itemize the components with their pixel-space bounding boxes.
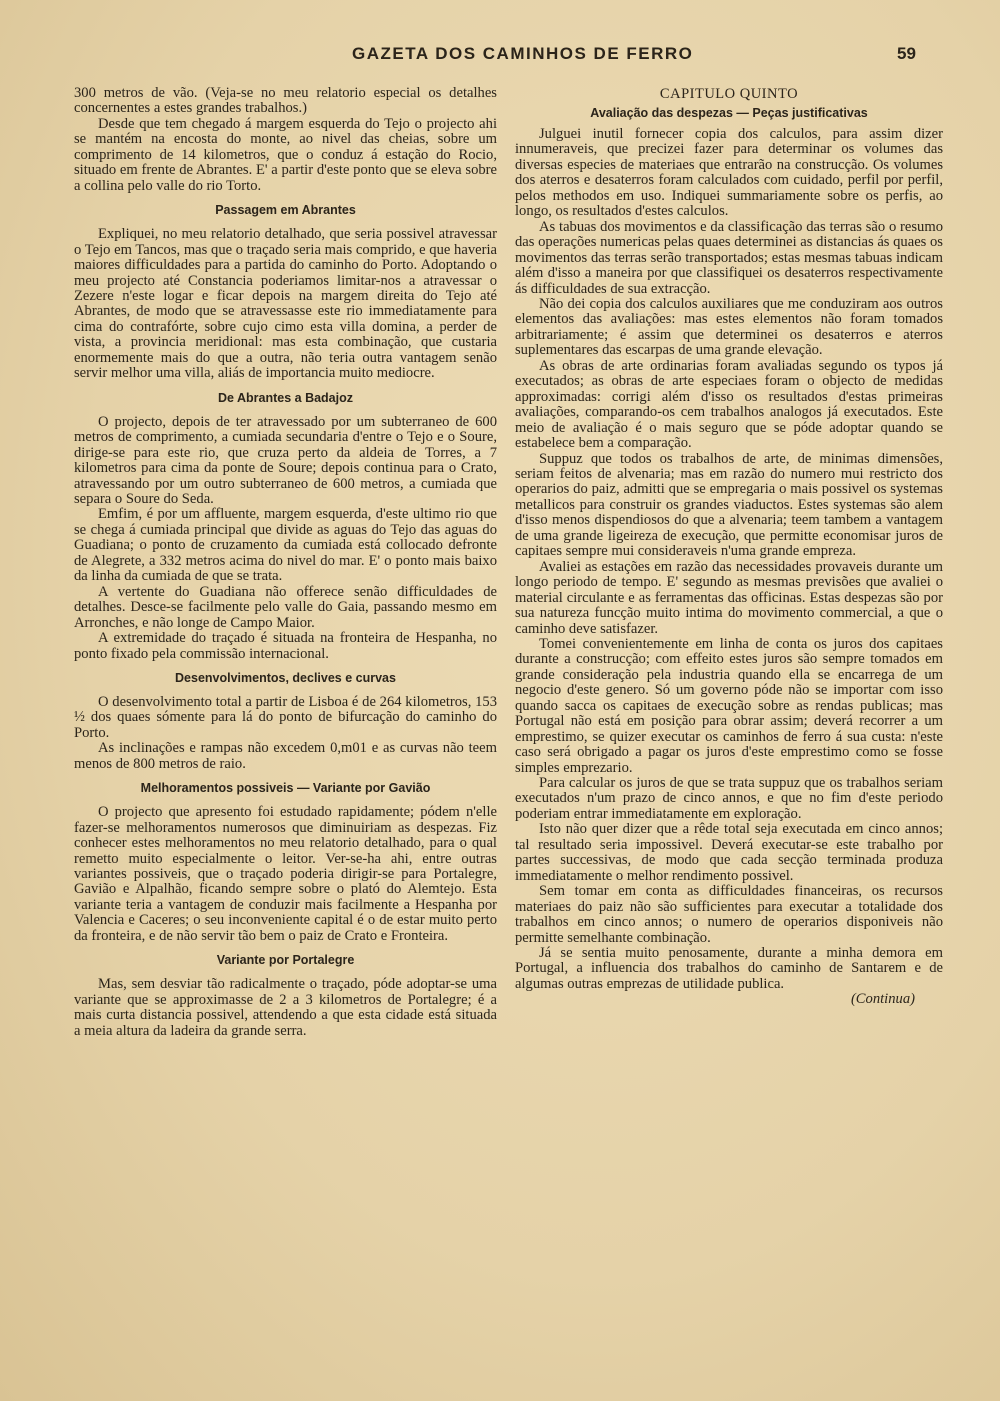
paragraph: As tabuas dos movimentos e da classificação das terras são o resumo das operações numericas pelas quaes determinei as distancias ás quaes os movimentos das terras serão transportados; estas mesmas tabuas indicam além d'isso a maneira por que classifiquei os desaterros respectivamente ás difficuldades de sua extracção. (515, 218, 943, 297)
paragraph: As inclinações e rampas não excedem 0,m01 e as curvas não teem menos de 800 metros de raio. (74, 740, 497, 772)
paragraph: Avaliei as estações em razão das necessidades provaveis durante um longo periodo de tempo. E' segundo as mesmas previsões que avaliei o material circulante e as ferramentas das officinas. Estas despezas são por sua natureza funcção muito intima do movimento commercial, a que o caminho deve satisfazer. (515, 558, 943, 637)
paragraph: Suppuz que todos os trabalhos de arte, de minimas dimensões, seriam feitos de alvenaria; mas em razão do numero mui restricto dos operarios do paiz, admitti que se empregaria o mais possivel os systemas metallicos para construir os grandes viaductos. Estes systemas são alem d'isso menos dispendiosos do que a alvenaria; teem tambem a vantagem de uma grande ligeireza de execução, que permitte economisar juros de capitaes sempre mui consideraveis n'uma grande empreza. (515, 450, 943, 560)
section-heading-passagem: Passagem em Abrantes (215, 203, 356, 218)
section-heading-desenvolvimentos: Desenvolvimentos, declives e curvas (175, 670, 396, 685)
paragraph: 300 metros de vão. (Veja-se no meu relatorio especial os detalhes concernentes a estes grandes trabalhos.) (74, 85, 497, 117)
paragraph: Para calcular os juros de que se trata suppuz que os trabalhos seriam executados n'um prazo de cinco annos, e que no fim d'este periodo poderiam entrar immediatamente em exploração. (515, 775, 943, 822)
paragraph: Isto não quer dizer que a rêde total seja executada em cinco annos; tal resultado seria impossivel. Deverá executar-se este trabalho por partes successivas, de modo que cada secção terminada produza immediatamente o melhor rendimento possivel. (515, 821, 943, 884)
paragraph: Expliquei, no meu relatorio detalhado, que seria possivel atravessar o Tejo em Tancos, mas que o traçado seria mais comprido, e que haveria maiores difficuldades para a partida do caminho do Porto. Adoptando o meu projecto até Constancia poderiamos limitar-nos a atravessar o Zezere n'este logar e ficar depois na margem direita do Tejo até Abrantes, de modo que se atravessasse este rio immediatamente para cima do contrafórte, sobre cujo cimo esta villa domina, a perder de vista, a provincia meridional: mas esta combinação, que custaria enormemente mais do que a outra, não teria outra vantagem senão servir melhor uma villa, aliás de importancia muito mediocre. (74, 226, 497, 382)
page-number: 59 (897, 44, 916, 63)
paragraph: Já se sentia muito penosamente, durante a minha demora em Portugal, a influencia dos trabalhos do caminho de Santarem e de algumas outras emprezas de utilidade publica. (515, 945, 943, 992)
paragraph: O desenvolvimento total a partir de Lisboa é de 264 kilometros, 153 ½ dos quaes sómente para lá do ponto de bifurcação do caminho do Porto. (74, 693, 497, 741)
section-heading-avaliacao: Avaliação das despezas — Peças justificativas (590, 106, 868, 120)
paragraph: Sem tomar em conta as difficuldades financeiras, os recursos materiaes do paiz não são sufficientes para executar a totalidade dos trabalhos em cinco annos; o numero de operarios disponiveis não permitte semelhante combinação. (515, 883, 943, 946)
paragraph: A extremidade do traçado é situada na fronteira de Hespanha, no ponto fixado pela commissão internacional. (74, 630, 497, 662)
paragraph: Emfim, é por um affluente, margem esquerda, d'este ultimo rio que se chega á cumiada principal que divide as aguas do Tejo das aguas do Guadiana; o ponto de cruzamento da cumiada está collocado defronte de Alegrete, a 332 metros acima do nivel do mar. E' o ponto mais baixo da linha da cumiada de que se trata. (74, 506, 497, 585)
paragraph: O projecto, depois de ter atravessado por um subterraneo de 600 metros de comprimento, a cumiada secundaria d'entre o Tejo e o Soure, dirige-se para este rio, que cruza perto da aldeia de Torres, a 7 kilometros para cima da ponte de Soure; depois continua para o Crato, atravessando por um outro subterraneo de 600 metros, a cumiada que separa o Soure do Seda. (74, 413, 497, 507)
section-heading-portalegre: Variante por Portalegre (216, 953, 355, 968)
right-column (515, 86, 943, 1008)
paragraph: Julguei inutil fornecer copia dos calculos, para assim dizer innumeraveis, que precizei fazer para determinar os volumes das diversas especies de materiaes que entrarão na construcção. Os volumes dos aterros e desaterros foram calculados com cuidado, perfil por perfil, pelos methodos em uso. Indiquei summariamente sobre os perfis, ao longo, os resultados d'estes calculos. (515, 126, 943, 220)
page-header (0, 44, 1000, 74)
paragraph: Tomei convenientemente em linha de conta os juros dos capitaes durante a construcção; com effeito estes juros são sempre tomados em grande consideração pela industria quando ella se encarrega de um negocio d'este genero. Só um governo póde não se importar com isso quando sacca os capitaes de execução sobre as rendas publicas; mas Portugal não está em posição para obrar assim; deverá recorrer a um emprestimo, se quizer executar os caminhos de ferro á sua custa: n'este caso será obrigado a pagar os juros d'este emprestimo como se fosse simples emprezario. (515, 635, 943, 776)
paragraph: O projecto que apresento foi estudado rapidamente; pódem n'elle fazer-se melhoramentos numerosos que diminuiriam as despezas. Fiz conhecer estes melhoramentos no meu relatorio detalhado, para o qual remetto muito especialmente o leitor. Ver-se-ha ahi, entre outras variantes possiveis, que o traçado poderia dirigir-se para Portalegre, Gavião e Alpalhão, ficando sempre sobre o plató do Alemtejo. Esta variante teria a vantagem de conduzir mais facilmente a Hespanha por Valencia e Caceres; o seu inconveniente capital é o de estar muito perto da fronteira, e de não servir tão bem o paiz de Crato e Fronteira. (74, 804, 497, 944)
section-heading-badajoz: De Abrantes a Badajoz (218, 390, 353, 405)
continued-marker: (Continua) (850, 991, 915, 1008)
left-column (74, 86, 497, 1039)
publication-title: GAZETA DOS CAMINHOS DE FERRO (352, 44, 694, 63)
chapter-title: CAPITULO QUINTO (659, 86, 799, 102)
paragraph: Não dei copia dos calculos auxiliares que me conduziram aos outros elementos das avaliações: mas estes elementos não foram tomados arbitrariamente; é assim que determinei os desaterros e aterros suplementares das escarpas de uma grande elevação. (515, 295, 943, 359)
paragraph: A vertente do Guadiana não offerece senão difficuldades de detalhes. Desce-se facilmente pelo valle do Gaia, passando mesmo em Arronches, e não longe de Campo Maior. (74, 583, 497, 631)
paragraph: As obras de arte ordinarias foram avaliadas segundo os typos já executados; as obras de arte especiaes foram o objecto de medidas approximadas: corrigi além d'isso os resultados d'estas primeiras avaliações, comparando-os cem trabalhos analogos já executados. Este meio de avaliação é o mais seguro que se póde adoptar quando se estabelece bem a comparação. (515, 357, 943, 452)
paragraph: Mas, sem desviar tão radicalmente o traçado, póde adoptar-se uma variante que se approximasse de 2 a 3 kilometros de Portalegre; é a mais curta distancia possivel, attendendo a que esta cidade está situada a meia altura da ladeira da grande serra. (74, 976, 497, 1039)
section-heading-melhoramentos: Melhoramentos possiveis — Variante por Gavião (140, 781, 431, 796)
paragraph: Desde que tem chegado á margem esquerda do Tejo o projecto ahi se mantém na encosta do monte, ao nivel das cheias, sobre um comprimento de 14 kilometros, que o conduz á estação do Rocio, situado em frente de Abrantes. E' a partir d'este ponto que se eleva sobre a collina pelo valle do rio Torto. (74, 115, 497, 194)
